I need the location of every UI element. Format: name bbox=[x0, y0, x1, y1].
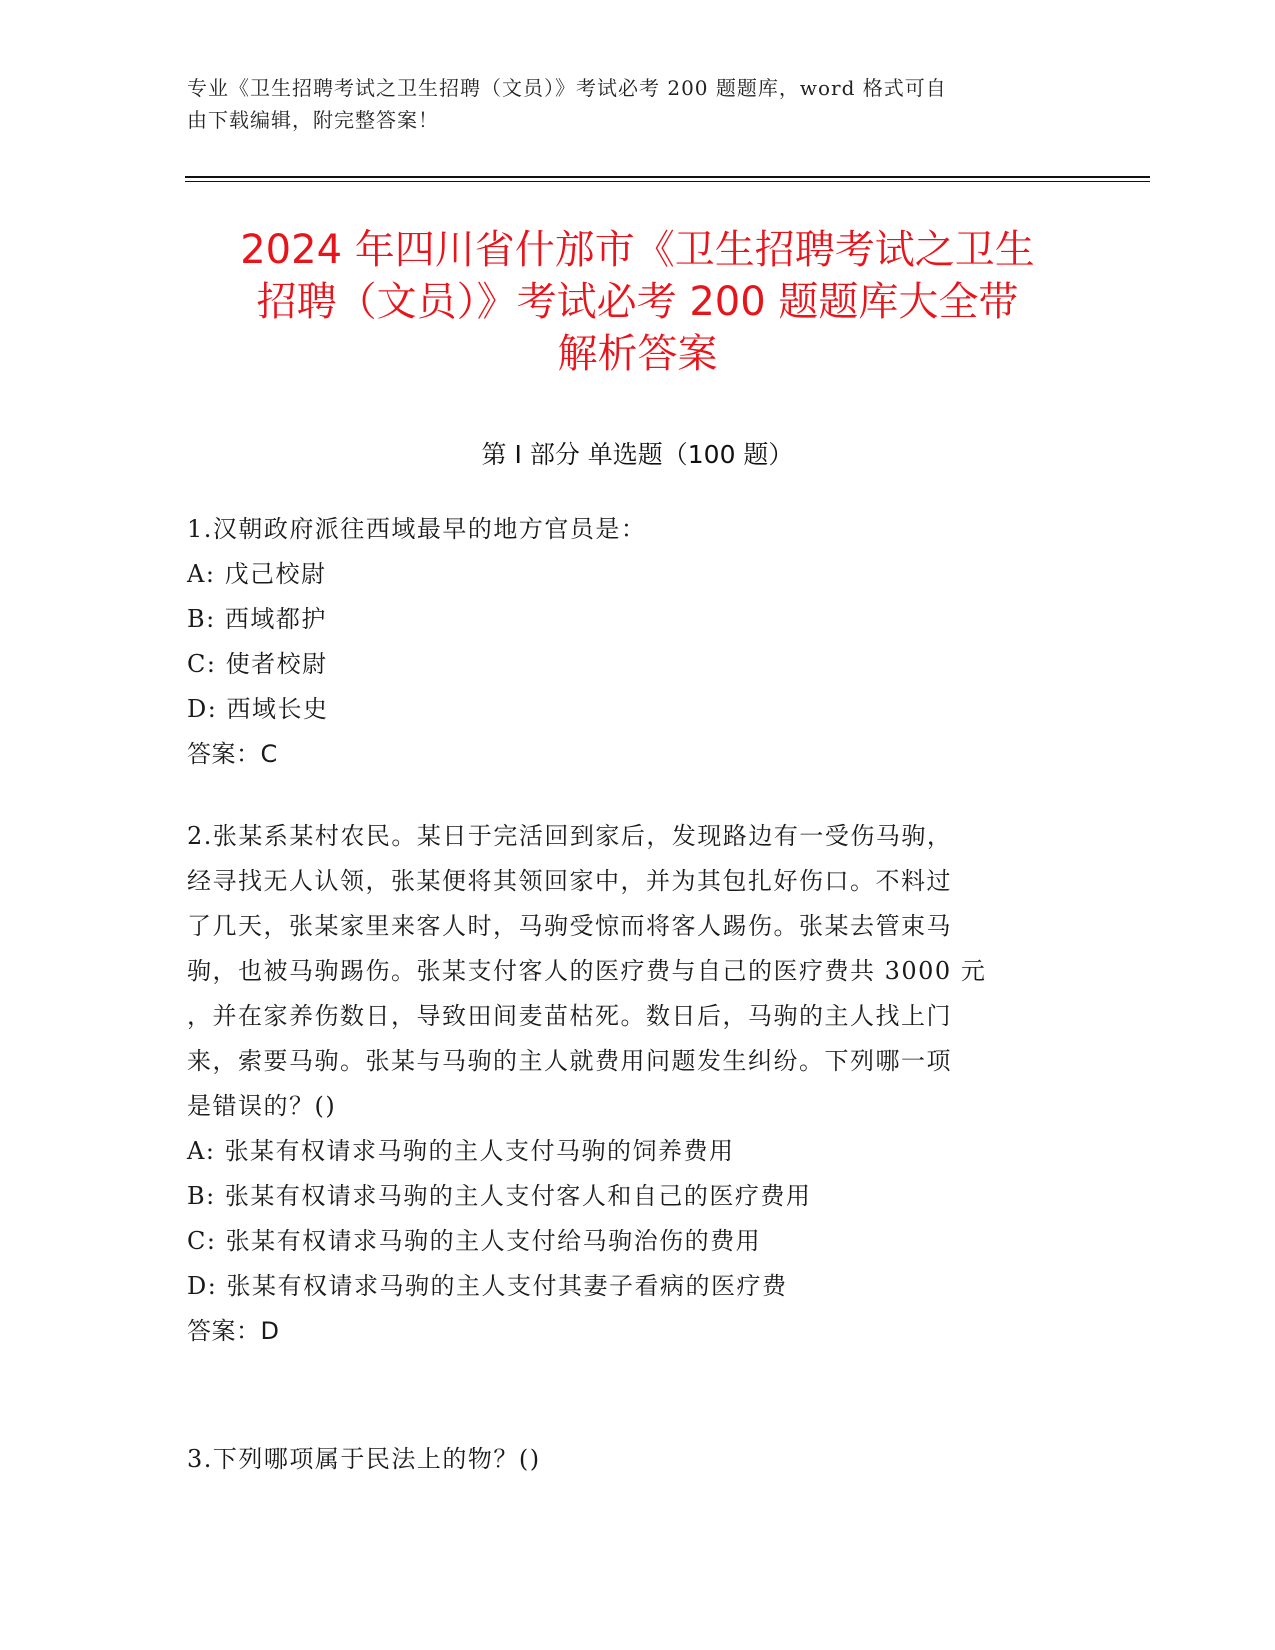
option-d bbox=[187, 687, 1072, 732]
option-label: B: bbox=[187, 1182, 216, 1210]
question-2 bbox=[187, 814, 1072, 1354]
header-note bbox=[187, 72, 1087, 136]
title-line: 解析答案 bbox=[557, 331, 718, 377]
question-stem-line: 2.张某系某村农民。某日于完活回到家后，发现路边有一受伤马驹， bbox=[187, 822, 953, 850]
header-note-line: 由下载编辑，附完整答案！ bbox=[187, 108, 439, 132]
option-label: D: bbox=[187, 695, 218, 723]
option-label: C: bbox=[187, 650, 217, 678]
section-heading: 第 I 部分 单选题（100 题） bbox=[481, 440, 794, 469]
answer-line: 答案：D bbox=[187, 1317, 280, 1345]
option-label: B: bbox=[187, 605, 216, 633]
option-label: A: bbox=[187, 1137, 216, 1165]
question-stem-line: 是错误的？() bbox=[187, 1092, 337, 1120]
question-1 bbox=[187, 507, 1072, 777]
option-b bbox=[187, 597, 1072, 642]
option-text: 张某有权请求马驹的主人支付客人和自己的医疗费用 bbox=[224, 1182, 812, 1210]
title-line: 2024 年四川省什邡市《卫生招聘考试之卫生 bbox=[240, 227, 1035, 273]
option-text: 戊己校尉 bbox=[224, 560, 327, 588]
question-stem-line: 了几天，张某家里来客人时，马驹受惊而将客人踢伤。张某去管束马 bbox=[187, 912, 952, 940]
header-divider-thin bbox=[185, 181, 1150, 182]
option-text: 西域都护 bbox=[224, 605, 327, 633]
option-a bbox=[187, 1129, 1072, 1174]
document-title bbox=[150, 224, 1125, 380]
title-line: 招聘（文员）》考试必考 200 题题库大全带 bbox=[256, 279, 1019, 325]
option-text: 西域长史 bbox=[226, 695, 329, 723]
question-stem-line: 来，索要马驹。张某与马驹的主人就费用问题发生纠纷。下列哪一项 bbox=[187, 1047, 952, 1075]
question-stem-line: 驹，也被马驹踢伤。张某支付客人的医疗费与自己的医疗费共 3000 元 bbox=[187, 957, 987, 985]
option-label: D: bbox=[187, 1272, 218, 1300]
header-note-line: 专业《卫生招聘考试之卫生招聘（文员）》考试必考 200 题题库，word 格式可自 bbox=[187, 76, 947, 100]
option-a bbox=[187, 552, 1072, 597]
option-text: 使者校尉 bbox=[225, 650, 328, 678]
question-stem: 1.汉朝政府派往西域最早的地方官员是： bbox=[187, 515, 647, 543]
option-label: A: bbox=[187, 560, 216, 588]
option-text: 张某有权请求马驹的主人支付马驹的饲养费用 bbox=[224, 1137, 735, 1165]
option-text: 张某有权请求马驹的主人支付给马驹治伤的费用 bbox=[225, 1227, 762, 1255]
option-label: C: bbox=[187, 1227, 217, 1255]
question-stem-line: ，并在家养伤数日，导致田间麦苗枯死。数日后，马驹的主人找上门 bbox=[187, 1002, 952, 1030]
answer-line: 答案：C bbox=[187, 740, 278, 768]
option-c bbox=[187, 1219, 1072, 1264]
option-d bbox=[187, 1264, 1072, 1309]
option-b bbox=[187, 1174, 1072, 1219]
option-c bbox=[187, 642, 1072, 687]
header-divider bbox=[185, 176, 1150, 178]
question-stem-line: 经寻找无人认领，张某便将其领回家中，并为其包扎好伤口。不料过 bbox=[187, 867, 952, 895]
question-stem: 3.下列哪项属于民法上的物？() bbox=[187, 1445, 541, 1473]
question-3 bbox=[187, 1437, 1072, 1482]
option-text: 张某有权请求马驹的主人支付其妻子看病的医疗费 bbox=[226, 1272, 788, 1300]
